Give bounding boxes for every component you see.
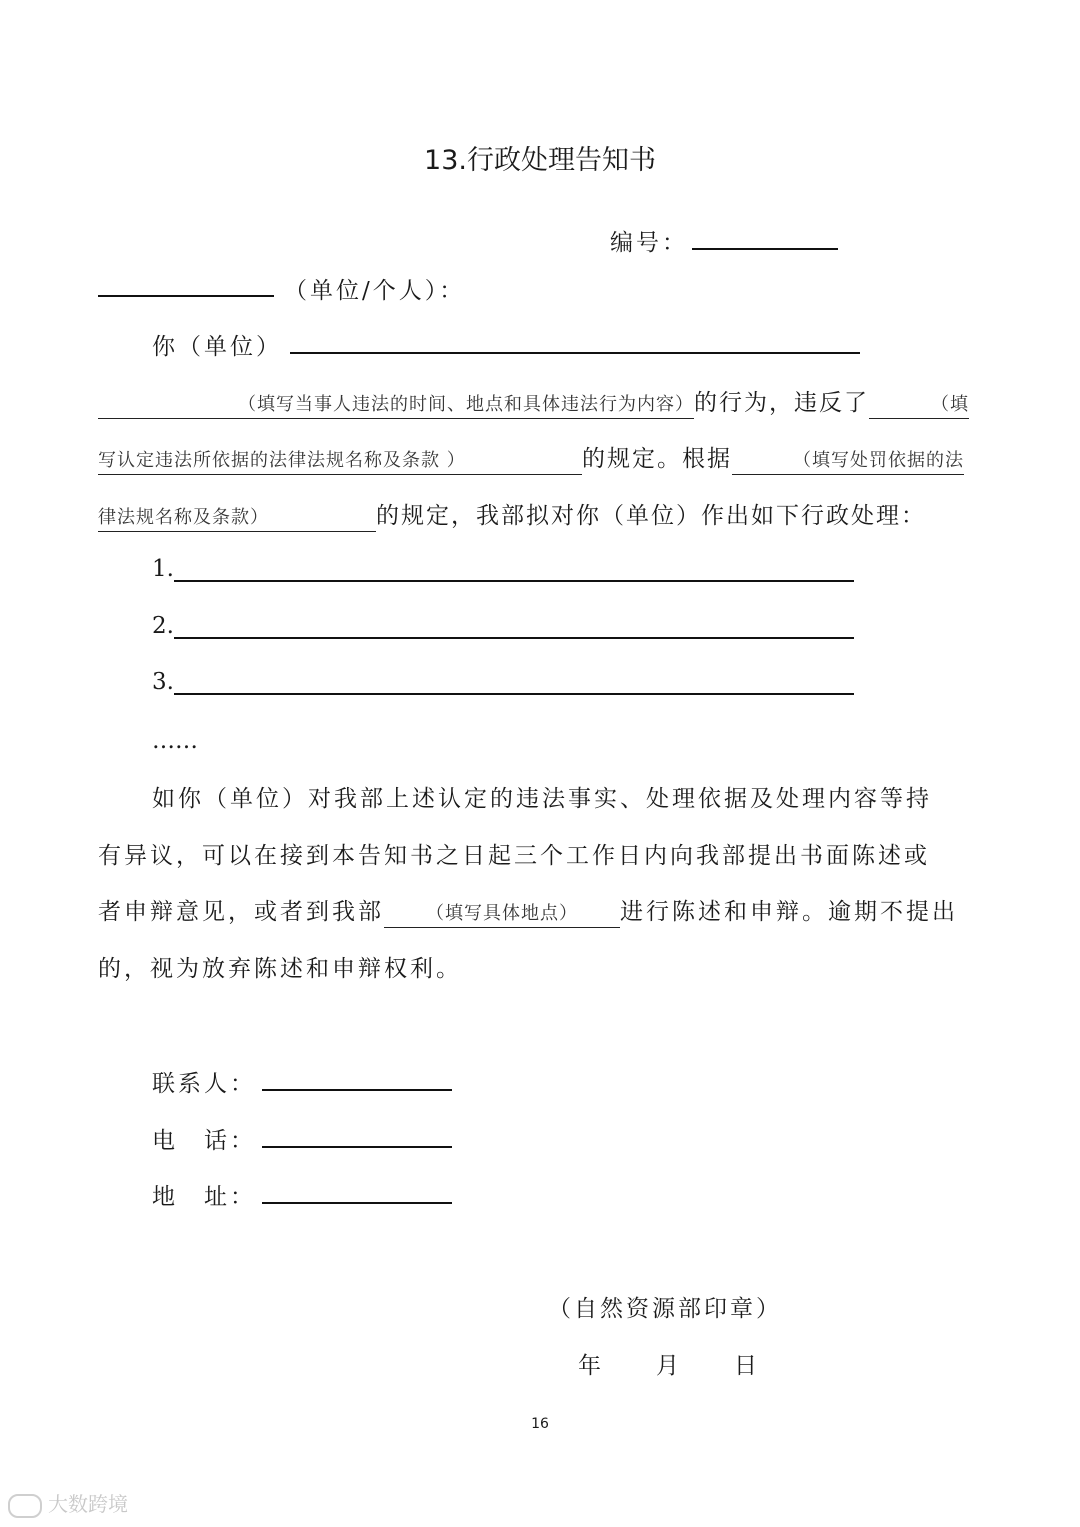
hint-penalty-2: 律法规名称及条款）: [98, 503, 376, 532]
hint-facts: （填写当事人违法的时间、地点和具体违法行为内容）: [98, 390, 694, 419]
body-line-1: [98, 384, 988, 419]
date-text: 年 月 日: [578, 1353, 760, 1379]
hint-location: （填写具体地点）: [384, 899, 620, 928]
phone-label: 电 话：: [152, 1128, 256, 1154]
objection-line-3: [98, 893, 958, 928]
hint-law-2: 写认定违法所依据的法律法规名称及条款 ）: [98, 446, 582, 475]
serial-blank[interactable]: [692, 248, 838, 250]
text-decision: 的规定，我部拟对你（单位）作出如下行政处理：: [376, 503, 926, 529]
serial-label: 编号：: [610, 230, 688, 256]
ellipsis: ……: [152, 728, 198, 754]
objection-line-1: 如你（单位）对我部上述认定的违法事实、处理依据及处理内容等持: [152, 786, 932, 812]
hint-penalty-1: （填写处罚依据的法: [732, 446, 964, 475]
hint-law-1: （填: [869, 390, 969, 419]
item-number-2: 2.: [152, 613, 174, 639]
item-blank-3[interactable]: [174, 693, 854, 695]
item-blank-2[interactable]: [174, 637, 854, 639]
page-number: 16: [531, 1416, 549, 1432]
objection-line-2: 有异议，可以在接到本告知书之日起三个工作日内向我部提出书面陈述或: [98, 843, 930, 869]
watermark-text: 大数跨境: [48, 1492, 128, 1516]
watermark: [8, 1488, 128, 1518]
addressee-suffix: （单位/个人）：: [284, 278, 466, 304]
text-according: 的规定。根据: [582, 446, 732, 472]
item-number-1: 1.: [152, 556, 174, 582]
address-label: 地 址：: [152, 1184, 256, 1210]
address-blank[interactable]: [262, 1202, 452, 1204]
body-line-3: [98, 497, 988, 532]
text-violated: 的行为，违反了: [694, 390, 869, 416]
you-unit-blank[interactable]: [290, 352, 860, 354]
contact-person-label: 联系人：: [152, 1071, 256, 1097]
objection-line-3-b: 进行陈述和申辩。逾期不提出: [620, 899, 958, 925]
objection-line-4: 的，视为放弃陈述和申辩权利。: [98, 956, 462, 982]
addressee-blank[interactable]: [98, 295, 274, 297]
body-line-2: [98, 440, 988, 475]
contact-person-blank[interactable]: [262, 1089, 452, 1091]
you-unit-label: 你（单位）: [152, 334, 282, 360]
objection-line-3-a: 者申辩意见，或者到我部: [98, 899, 384, 925]
item-number-3: 3.: [152, 669, 174, 695]
watermark-logo-icon: [8, 1494, 42, 1518]
item-blank-1[interactable]: [174, 580, 854, 582]
seal-text: （自然资源部印章）: [548, 1296, 782, 1322]
document-title: 13.行政处理告知书: [424, 145, 656, 176]
phone-blank[interactable]: [262, 1146, 452, 1148]
